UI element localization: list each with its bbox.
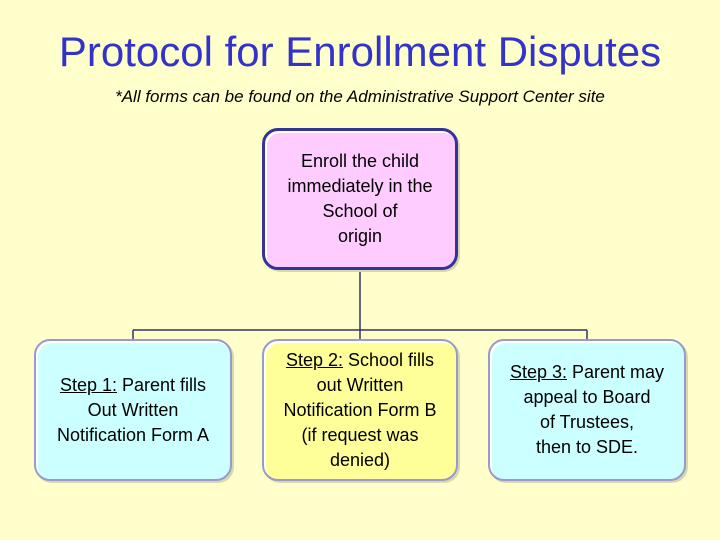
step-2-line: denied) [329, 449, 391, 470]
step-2-box [262, 339, 458, 481]
root-line: School of [322, 201, 398, 221]
step-2-line: out Written [316, 374, 404, 395]
page-title: Protocol for Enrollment Disputes [58, 28, 662, 75]
step-1-first-line-rest: Parent fills [117, 374, 207, 395]
step-2-line: (if request was [301, 424, 419, 445]
step-3-line: appeal to Board [523, 387, 651, 407]
step-3-first-line [510, 360, 664, 385]
step-2-first-line-rest: School fills [342, 349, 435, 370]
step-2-line: Notification Form B [283, 399, 437, 420]
page-subtitle: *All forms can be found on the Administrative Support Center site [115, 87, 605, 106]
step-3-label: Step 3: [509, 362, 567, 382]
root-line: immediately in the [287, 176, 433, 196]
step-3-line: of Trustees, [539, 412, 635, 432]
step-3-first-line-rest: Parent may [567, 362, 665, 382]
step-2-label: Step 2: [285, 349, 343, 370]
root-line: origin [337, 226, 382, 246]
step-1-label: Step 1: [59, 374, 117, 395]
step-1-line: Out Written [87, 399, 179, 420]
step-3-box [488, 339, 686, 481]
step-1-first-line [57, 373, 209, 398]
step-1-box [34, 339, 232, 481]
root-line: Enroll the child [300, 151, 420, 171]
step-1-line: Notification Form A [56, 424, 210, 445]
step-3-line: then to SDE. [535, 437, 639, 457]
root-box-enroll [262, 128, 458, 270]
step-2-first-line [283, 348, 436, 373]
